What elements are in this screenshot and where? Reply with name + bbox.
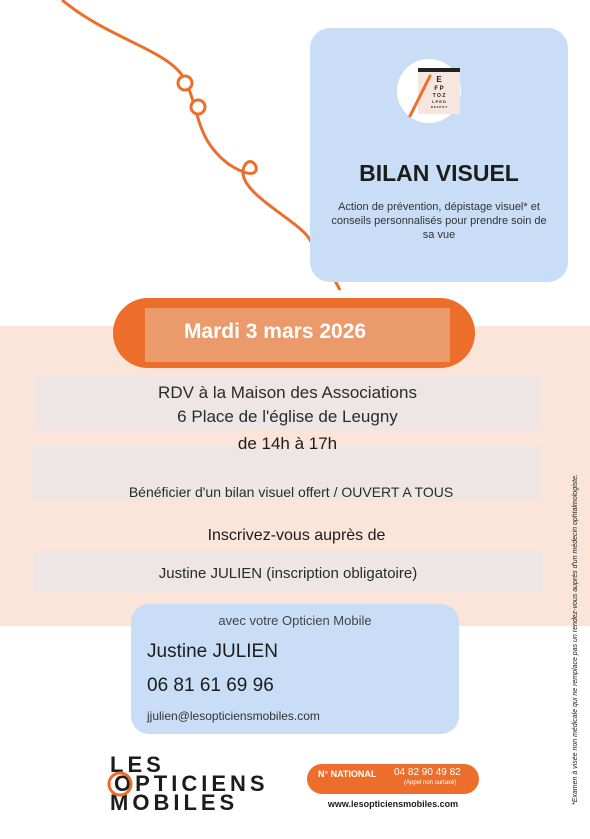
- event-date: Mardi 3 mars 2026: [183, 320, 367, 343]
- contact-email[interactable]: jjulien@lesopticiensmobiles.com: [147, 709, 320, 723]
- bilan-title: BILAN VISUEL: [359, 160, 519, 186]
- eye-chart-icon: [394, 58, 464, 124]
- logo-glasses-icon: [107, 771, 137, 797]
- logo-line-3: MOBILES: [110, 790, 239, 815]
- event-venue: RDV à la Maison des Associations: [158, 383, 417, 402]
- register-contact: Justine JULIEN (inscription obligatoire): [158, 565, 418, 582]
- contact-name: Justine JULIEN: [147, 641, 278, 662]
- national-note: (Appel non surtaxé): [404, 780, 457, 786]
- svg-text:T O Z: T O Z: [432, 93, 446, 99]
- svg-text:E: E: [436, 75, 442, 84]
- event-offer: Bénéficier d'un bilan visuel offert / OUVERT A TOUS: [128, 484, 454, 500]
- logo-line-1: LES: [110, 752, 165, 777]
- brand-logo: [110, 752, 290, 815]
- contact-phone[interactable]: 06 81 61 69 96: [147, 675, 274, 696]
- bilan-description: Action de prévention, dépistage visuel* et conseils personnalisés pour prendre soin de sa vue: [331, 201, 547, 241]
- logo-line-2: OPTICIENS: [114, 771, 269, 796]
- register-label: Inscrivez-vous auprès de: [207, 527, 386, 544]
- event-hours: de 14h à 17h: [237, 434, 338, 453]
- disclaimer: *Examen à visée non médicale qui ne remplace pas un rendez-vous auprès d'un médecin ophtalmologiste.: [572, 474, 579, 805]
- opticien-label: avec votre Opticien Mobile: [218, 613, 372, 628]
- svg-text:F P: F P: [434, 86, 444, 92]
- svg-text:D E F P O T: D E F P O T: [430, 105, 448, 109]
- event-address: 6 Place de l'église de Leugny: [177, 407, 398, 426]
- svg-text:L P E D: L P E D: [432, 99, 446, 104]
- national-label: N° NATIONAL: [318, 769, 377, 779]
- website-link[interactable]: www.lesopticiensmobiles.com: [327, 799, 459, 809]
- national-number[interactable]: 04 82 90 49 82: [394, 767, 461, 778]
